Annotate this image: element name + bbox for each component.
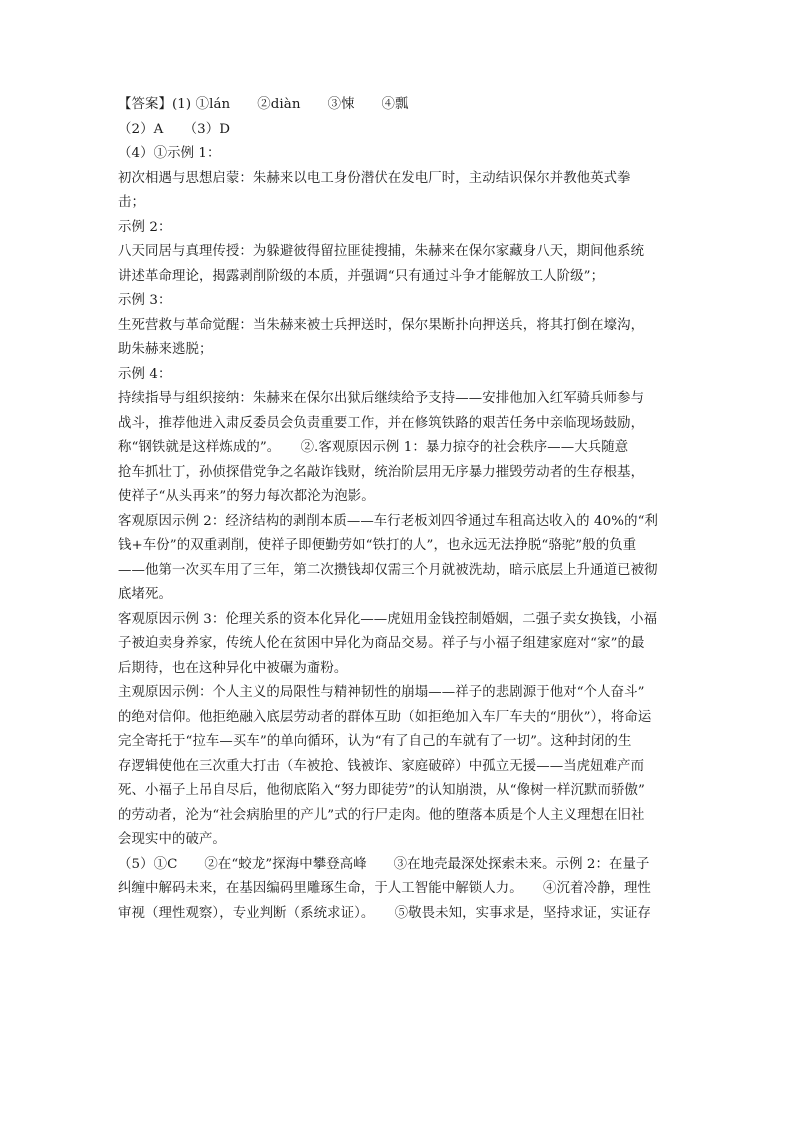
text-line: 讲述革命理论，揭露剥削阶级的本质，并强调“只有通过斗争才能解放工人阶级”； <box>118 268 605 284</box>
text-line: 底堵死。 <box>118 587 172 602</box>
text-line: 助朱赫来逃脱； <box>118 342 213 357</box>
text-line: ——他第一次买车用了三年，第二次攒钱却仅需三个月就被洗劫，暗示底层上升通道已被彻 <box>118 562 658 578</box>
text-line: 称“钢铁就是这样炼成的”。 ②.客观原因示例 1：暴力掠夺的社会秩序——大兵随意 <box>118 440 629 455</box>
text-line: 审视（理性观察），专业判断（系统求证）。 ⑤敬畏未知，实事求是，坚持求证，实证存 <box>118 905 652 921</box>
text-line: 完全寄托于“拉车—买车”的单向循环，认为“有了自己的车就有了一切”。这种封闭的生 <box>118 734 632 749</box>
text-line: 示例 4： <box>118 366 172 382</box>
text-line: 客观原因示例 2：经济结构的剥削本质——车行老板刘四爷通过车租高达收入的 40%的“利 <box>118 513 659 529</box>
text-line: 持续指导与组织接纳：朱赫来在保尔出狱后继续给予支持——安排他加入红军骑兵师参与 <box>118 391 645 406</box>
text-line: 主观原因示例：个人主义的局限性与精神韧性的崩塌——祥子的悲剧源于他对“个人奋斗” <box>118 685 645 700</box>
text-line: 会现实中的破产。 <box>118 832 226 847</box>
text-line: 示例 2： <box>118 219 172 235</box>
text-line: 抢车抓壮丁，孙侦探借党争之名敲诈钱财，统治阶层用无序暴力摧毁劳动者的生存根基， <box>118 464 645 480</box>
text-line: 的劳动者，沦为“社会病胎里的产儿”式的行尸走肉。他的堕落本质是个人主义理想在旧社 <box>118 807 645 823</box>
text-line: 初次相遇与思想启蒙：朱赫来以电工身份潜伏在发电厂时，主动结识保尔并教他英式拳 <box>118 170 631 186</box>
text-line: 纠缠中解码未来，在基因编码里雕琢生命，于人工智能中解锁人力。 ④沉着冷静，理性 <box>118 881 651 896</box>
text-line: 示例 3： <box>118 293 172 308</box>
text-line: 生死营救与革命觉醒：当朱赫来被士兵押送时，保尔果断扑向押送兵，将其打倒在壕沟， <box>118 317 645 333</box>
text-line: 八天同居与真理传授：为躲避彼得留拉匪徒搜捕，朱赫来在保尔家藏身八天，期间他系统 <box>118 244 645 259</box>
answer-document <box>118 93 663 926</box>
text-line: 子被迫卖身养家，传统人伦在贫困中异化为商品交易。祥子与小福子组建家庭对“家”的最 <box>118 636 645 651</box>
text-line: 【答案】(1) ①lán ②diàn ③悚 ④瓢 <box>118 97 409 112</box>
text-line: 客观原因示例 3：伦理关系的资本化异化——虎妞用金钱控制婚姻，二强子卖女换钱，小福 <box>118 611 658 627</box>
text-line: （2）A （3）D <box>118 121 231 137</box>
text-line: 击； <box>118 195 145 210</box>
text-line: 的绝对信仰。他拒绝融入底层劳动者的群体互助（如拒绝加入车厂车夫的“朋伙”），将命运 <box>118 709 652 725</box>
text-line: （5）①C ②在“蛟龙”探海中攀登高峰 ③在地壳最深处探索未来。示例 2：在量子 <box>118 856 650 872</box>
text-line: 存逻辑使他在三次重大打击（车被抢、钱被诈、家庭破碎）中孤立无援——当虎妞难产而 <box>118 758 645 774</box>
text-line: （4）①示例 1： <box>118 146 221 161</box>
text-line: 使祥子“从头再来”的努力每次都沦为泡影。 <box>118 489 375 504</box>
text-line: 战斗，推荐他进入肃反委员会负责重要工作，并在修筑铁路的艰苦任务中亲临现场鼓励， <box>118 415 645 431</box>
text-line: 钱+车份”的双重剥削，使祥子即便勤劳如“铁打的人”，也永远无法挣脱“骆驼”般的负重 <box>118 538 637 553</box>
text-line: 后期待，也在这种异化中被碾为齑粉。 <box>118 660 348 676</box>
text-line: 死、小福子上吊自尽后，他彻底陷入“努力即徒劳”的认知崩溃，从“像树一样沉默而骄傲” <box>118 783 645 798</box>
